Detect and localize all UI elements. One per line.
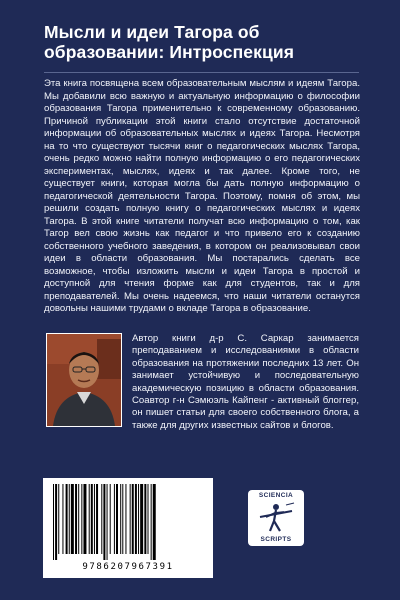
author-photo (46, 333, 122, 427)
book-title: Мысли и идеи Тагора об образовании: Интроспекция (44, 22, 295, 62)
title-divider (44, 72, 359, 73)
barcode (43, 478, 213, 578)
publisher-logo (248, 490, 304, 546)
isbn-number: 9786207967391 (82, 562, 174, 572)
scientist-figure-icon (256, 501, 296, 535)
author-bio: Автор книги д-р С. Саркар занимается преподаванием и исследованиями в области образования на протяжении последних 13 лет. Он занимает устойчивую и последовательную академическую позицию в области образования. Соавтор г-н Сэмюэль Кайпенг - активный блоггер, он пишет статьи для своего собственного блога, а также для других известных сайтов и блогов. (132, 333, 359, 431)
book-description: Эта книга посвящена всем образовательным мыслям и идеям Тагора. Мы добавили всю важную и актуальную информацию о философии образования Тагора применительно к современному образованию. Причиной публикации этой книги стало отсутствие достаточной информации об образовательных мыслях и идеях Тагора. Несмотря на то что существуют тысячи книг о педагогических мыслях Тагора, очень редко можно найти полную информацию о его педагогических экспериментах, мыслях, идеях и так далее. Кроме того, не существует книги, которая могла бы дать полную информацию о педагогической деятельности Тагора. Поэтому, помня об этом, мы решили создать полную книгу о педагогических мыслях и идеях Тагора. В этой книге читатели получат всю информацию о том, как Тагор вел свою жизнь как педагог и что привело его к созданию собственного учебного заведения, в котором он реализовывал свои идеи в области образования. Мы постарались сделать все возможное, чтобы изложить мысли и идеи Тагора в простой и доступной для чтения форме как для студентов, так и для преподавателей. Мы очень надеемся, что наши читатели останутся довольны нашими трудами о вкладе Тагора в образование. (44, 78, 360, 314)
publisher-logo-top-text: SCIENCIA (258, 492, 294, 499)
publisher-logo-bottom-text: SCRIPTS (260, 536, 292, 543)
